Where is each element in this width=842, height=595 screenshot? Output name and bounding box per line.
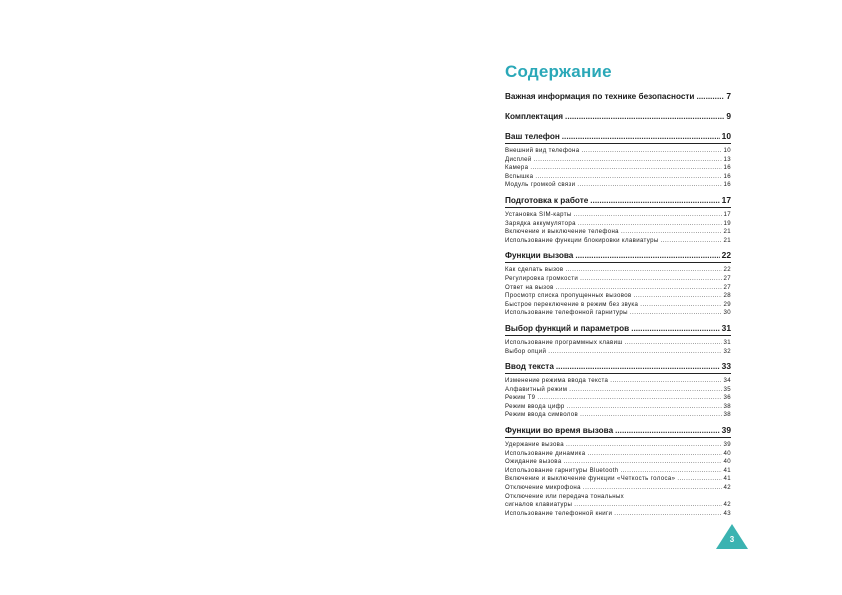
entry-label: Режим T9 [505,394,536,402]
toc-entry[interactable] [505,284,731,293]
entry-label: Использование телефонной гарнитуры [505,309,628,317]
section-page-number: 17 [721,194,731,205]
entry-page-number: 21 [723,236,731,244]
entry-page-number: 22 [723,266,731,274]
dot-leader [620,467,721,473]
toc-section [505,195,731,245]
entry-label: Быстрое переключение в режим без звука [505,300,639,308]
entry-page-number: 42 [723,501,731,509]
section-title: Функции во время вызова [505,426,614,436]
entry-label: Отключение или передача тональных [505,492,625,500]
toc-section [505,91,731,103]
dot-leader [590,196,719,204]
entry-page-number: 40 [723,449,731,457]
section-title: Комплектация [505,112,564,121]
entry-label: Удержание вызова [505,441,564,449]
dot-leader [577,181,721,187]
section-page-number: 10 [721,131,731,141]
entry-page-number: 16 [723,164,731,172]
toc-entry[interactable] [505,510,731,519]
toc-entry[interactable] [505,411,731,420]
section-title: Ввод текста [505,362,554,372]
section-page-number: 33 [721,361,731,372]
entry-label: Отключение микрофона [505,484,581,492]
page-number-badge [716,524,748,549]
dot-leader [578,220,722,226]
section-title: Важная информация по технике безопасности [505,92,695,101]
dot-leader [565,112,724,120]
section-heading[interactable] [505,250,731,263]
dot-leader [587,450,721,456]
entry-label: Как сделать вызов [505,266,564,274]
entry-page-number: 16 [723,181,731,189]
section-heading[interactable] [505,323,731,336]
entry-page-number: 10 [723,147,731,154]
toc-entry[interactable] [505,301,731,310]
dot-leader [566,441,722,447]
dot-leader [537,394,721,400]
toc-entry[interactable] [505,467,731,476]
toc-entry[interactable] [505,458,731,467]
entry-page-number: 28 [723,292,731,300]
toc-entry[interactable] [505,164,731,173]
section-heading[interactable] [505,425,731,438]
toc-entry[interactable] [505,275,731,284]
toc-entry[interactable] [505,237,731,246]
toc-entry[interactable] [505,348,731,357]
toc-section [505,250,731,318]
dot-leader [625,339,722,345]
dot-leader [630,309,722,315]
dot-leader [696,92,724,100]
dot-leader [583,484,722,490]
entry-page-number: 41 [723,466,731,474]
dot-leader [556,362,720,370]
toc-section [505,361,731,420]
entry-label: Режим ввода цифр [505,402,565,410]
toc-entry[interactable] [505,441,731,450]
dot-leader [614,510,721,516]
dot-leader [677,475,721,481]
entry-page-number: 39 [723,441,731,449]
entry-label: Просмотр списка пропущенных вызовов [505,292,632,300]
page-number: 3 [729,535,735,544]
entry-page-number: 13 [723,155,731,163]
entry-label: сигналов клавиатуры [505,501,573,509]
dot-leader [581,147,721,153]
entry-page-number: 27 [723,274,731,282]
entry-label: Вспышка [505,172,534,180]
dot-leader [634,292,722,298]
dot-leader [631,324,719,332]
section-heading[interactable] [505,111,731,123]
section-heading[interactable] [505,131,731,144]
entry-page-number: 35 [723,385,731,393]
toc-entry[interactable] [505,377,731,386]
entry-label: Включение и выключение телефона [505,228,619,236]
toc-entry[interactable] [505,339,731,348]
entry-label: Использование программных клавиш [505,338,623,346]
entry-label: Изменение режима ввода текста [505,377,609,385]
toc-entry[interactable] [505,173,731,182]
toc-entry[interactable] [505,386,731,395]
entry-label: Выбор опций [505,347,547,355]
entry-label: Внешний вид телефона [505,147,580,154]
toc-entry[interactable] [505,403,731,412]
dot-leader [610,377,721,383]
toc-entry[interactable] [505,484,731,493]
section-heading[interactable] [505,91,731,103]
dot-leader [621,228,722,234]
entry-label: Режим ввода символов [505,411,579,419]
dot-leader [534,156,722,162]
section-title: Выбор функций и параметров [505,323,630,333]
dot-leader [530,164,721,170]
entry-page-number: 29 [723,300,731,308]
dot-leader [580,275,721,281]
entry-page-number: 19 [723,219,731,227]
toc-entry[interactable] [505,501,731,510]
section-title: Функции вызова [505,251,574,261]
dot-leader [562,132,720,140]
toc-entry[interactable] [505,450,731,459]
toc-entry[interactable] [505,394,731,403]
entry-page-number: 30 [723,309,731,317]
entry-label: Ответ на вызов [505,283,554,291]
toc-entry[interactable] [505,211,731,220]
toc-section [505,111,731,123]
entry-page-number: 17 [723,210,731,218]
entry-label: Включение и выключение функции «Четкость голоса» [505,475,676,483]
section-page-number: 31 [721,322,731,333]
entry-label: Алфавитный режим [505,385,568,393]
entry-page-number: 43 [723,509,731,517]
toc-entry[interactable] [505,220,731,229]
entry-page-number: 32 [723,347,731,355]
entry-page-number: 40 [723,458,731,466]
dot-leader [564,458,722,464]
section-heading[interactable] [505,361,731,374]
entry-label: Использование телефонной книги [505,509,613,517]
toc-entry[interactable] [505,493,731,502]
toc-section [505,425,731,518]
entry-label: Модуль громкой связи [505,181,576,189]
dot-leader [556,284,722,290]
toc-entry[interactable] [505,292,731,301]
entry-label: Использование гарнитуры Bluetooth [505,466,619,474]
section-page-number: 39 [721,425,731,436]
dot-leader [580,411,721,417]
entry-page-number: 27 [723,283,731,291]
entry-label: Регулировка громкости [505,274,579,282]
section-heading[interactable] [505,195,731,208]
entry-page-number: 21 [723,228,731,236]
entry-label: Использование функции блокировки клавиатуры [505,236,659,244]
entry-label: Использование динамика [505,449,586,457]
entry-label: Камера [505,164,529,172]
table-of-contents [505,62,731,523]
section-title: Ваш телефон [505,132,560,141]
toc-sections [505,91,731,518]
dot-leader [565,266,721,272]
dot-leader [569,386,721,392]
entry-page-number: 31 [723,338,731,346]
dot-leader [615,426,720,434]
entry-label: Ожидание вызова [505,458,562,466]
dot-leader [548,348,721,354]
toc-section [505,323,731,356]
toc-section [505,131,731,190]
entry-page-number: 38 [723,411,731,419]
section-page-number: 9 [726,111,731,121]
entry-page-number: 34 [723,377,731,385]
toc-entry[interactable] [505,309,731,318]
dot-leader [574,211,722,217]
dot-leader [574,501,721,507]
toc-entry[interactable] [505,475,731,484]
toc-entry[interactable] [505,228,731,237]
entry-page-number: 42 [723,484,731,492]
entry-page-number: 41 [723,475,731,483]
dot-leader [640,301,721,307]
dot-leader [575,251,719,259]
entry-page-number: 36 [723,394,731,402]
dot-leader [535,173,721,179]
entry-page-number: 16 [723,172,731,180]
section-page-number: 7 [726,91,731,101]
entry-label: Установка SIM-карты [505,210,572,218]
toc-entry[interactable] [505,181,731,190]
entry-label: Дисплей [505,155,532,163]
toc-entry[interactable] [505,266,731,275]
section-page-number: 22 [721,250,731,261]
entry-page-number: 38 [723,402,731,410]
page-title: Содержание [505,62,612,81]
toc-entry[interactable] [505,156,731,165]
section-title: Подготовка к работе [505,195,589,205]
entry-label: Зарядка аккумулятора [505,219,576,227]
dot-leader [661,237,722,243]
dot-leader [567,403,722,409]
toc-entry[interactable] [505,147,731,156]
